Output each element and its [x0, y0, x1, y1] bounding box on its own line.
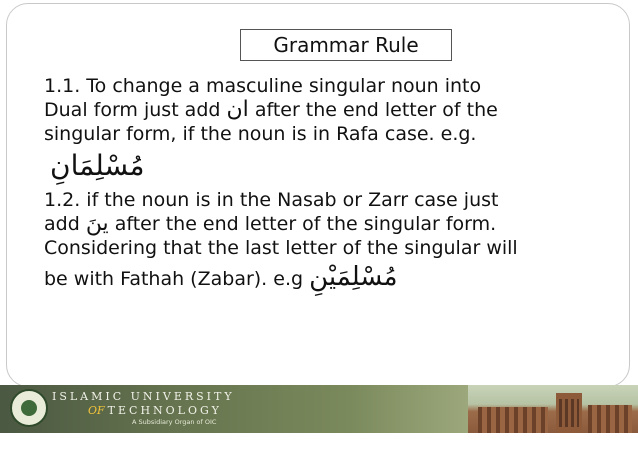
university-technology: TECHNOLOGY: [107, 404, 222, 417]
slide-title: Grammar Rule: [240, 29, 452, 61]
building-wing-right: [588, 405, 632, 433]
campus-building-image: [468, 385, 638, 433]
rule1-line2-after: after the end letter of the: [248, 99, 498, 121]
rule2-line2: [44, 212, 624, 236]
rule1-suffix-arabic: ان: [226, 97, 249, 122]
slide-body: [44, 74, 624, 294]
rule2-line4: [44, 260, 624, 294]
rule2-line1: 1.2. if the noun is in the Nasab or Zarr case just: [44, 189, 499, 211]
footer-banner: [0, 385, 638, 433]
university-of: OF: [88, 404, 105, 417]
university-name-line2: [88, 404, 222, 417]
rule2-line3: Considering that the last letter of the singular will: [44, 237, 518, 259]
rule2-line2-before: add: [44, 213, 86, 235]
rule1-example-line: [44, 146, 624, 188]
rule1-line2: [44, 98, 624, 122]
rule1-line2-before: Dual form just add: [44, 99, 227, 121]
building-wing-left: [478, 407, 548, 433]
university-seal-icon: [10, 389, 48, 427]
rule2-line2-after: after the end letter of the singular form.: [108, 213, 497, 235]
rule1-line3: singular form, if the noun is in Rafa case. e.g.: [44, 123, 477, 145]
rule1-line1: 1.1. To change a masculine singular noun into: [44, 75, 482, 97]
rule2-line4-text: be with Fathah (Zabar). e.g: [44, 268, 310, 290]
rule1-example-arabic: مُسْلِمَانِ: [50, 149, 145, 182]
rule2-example-arabic: مُسْلِمَيْنِ: [309, 262, 398, 292]
rule2-suffix-arabic: ينَ: [85, 211, 109, 236]
university-subtitle: A Subsidiary Organ of OIC: [132, 418, 217, 426]
building-tower: [556, 393, 582, 433]
university-name-line1: ISLAMIC UNIVERSITY: [52, 390, 235, 403]
